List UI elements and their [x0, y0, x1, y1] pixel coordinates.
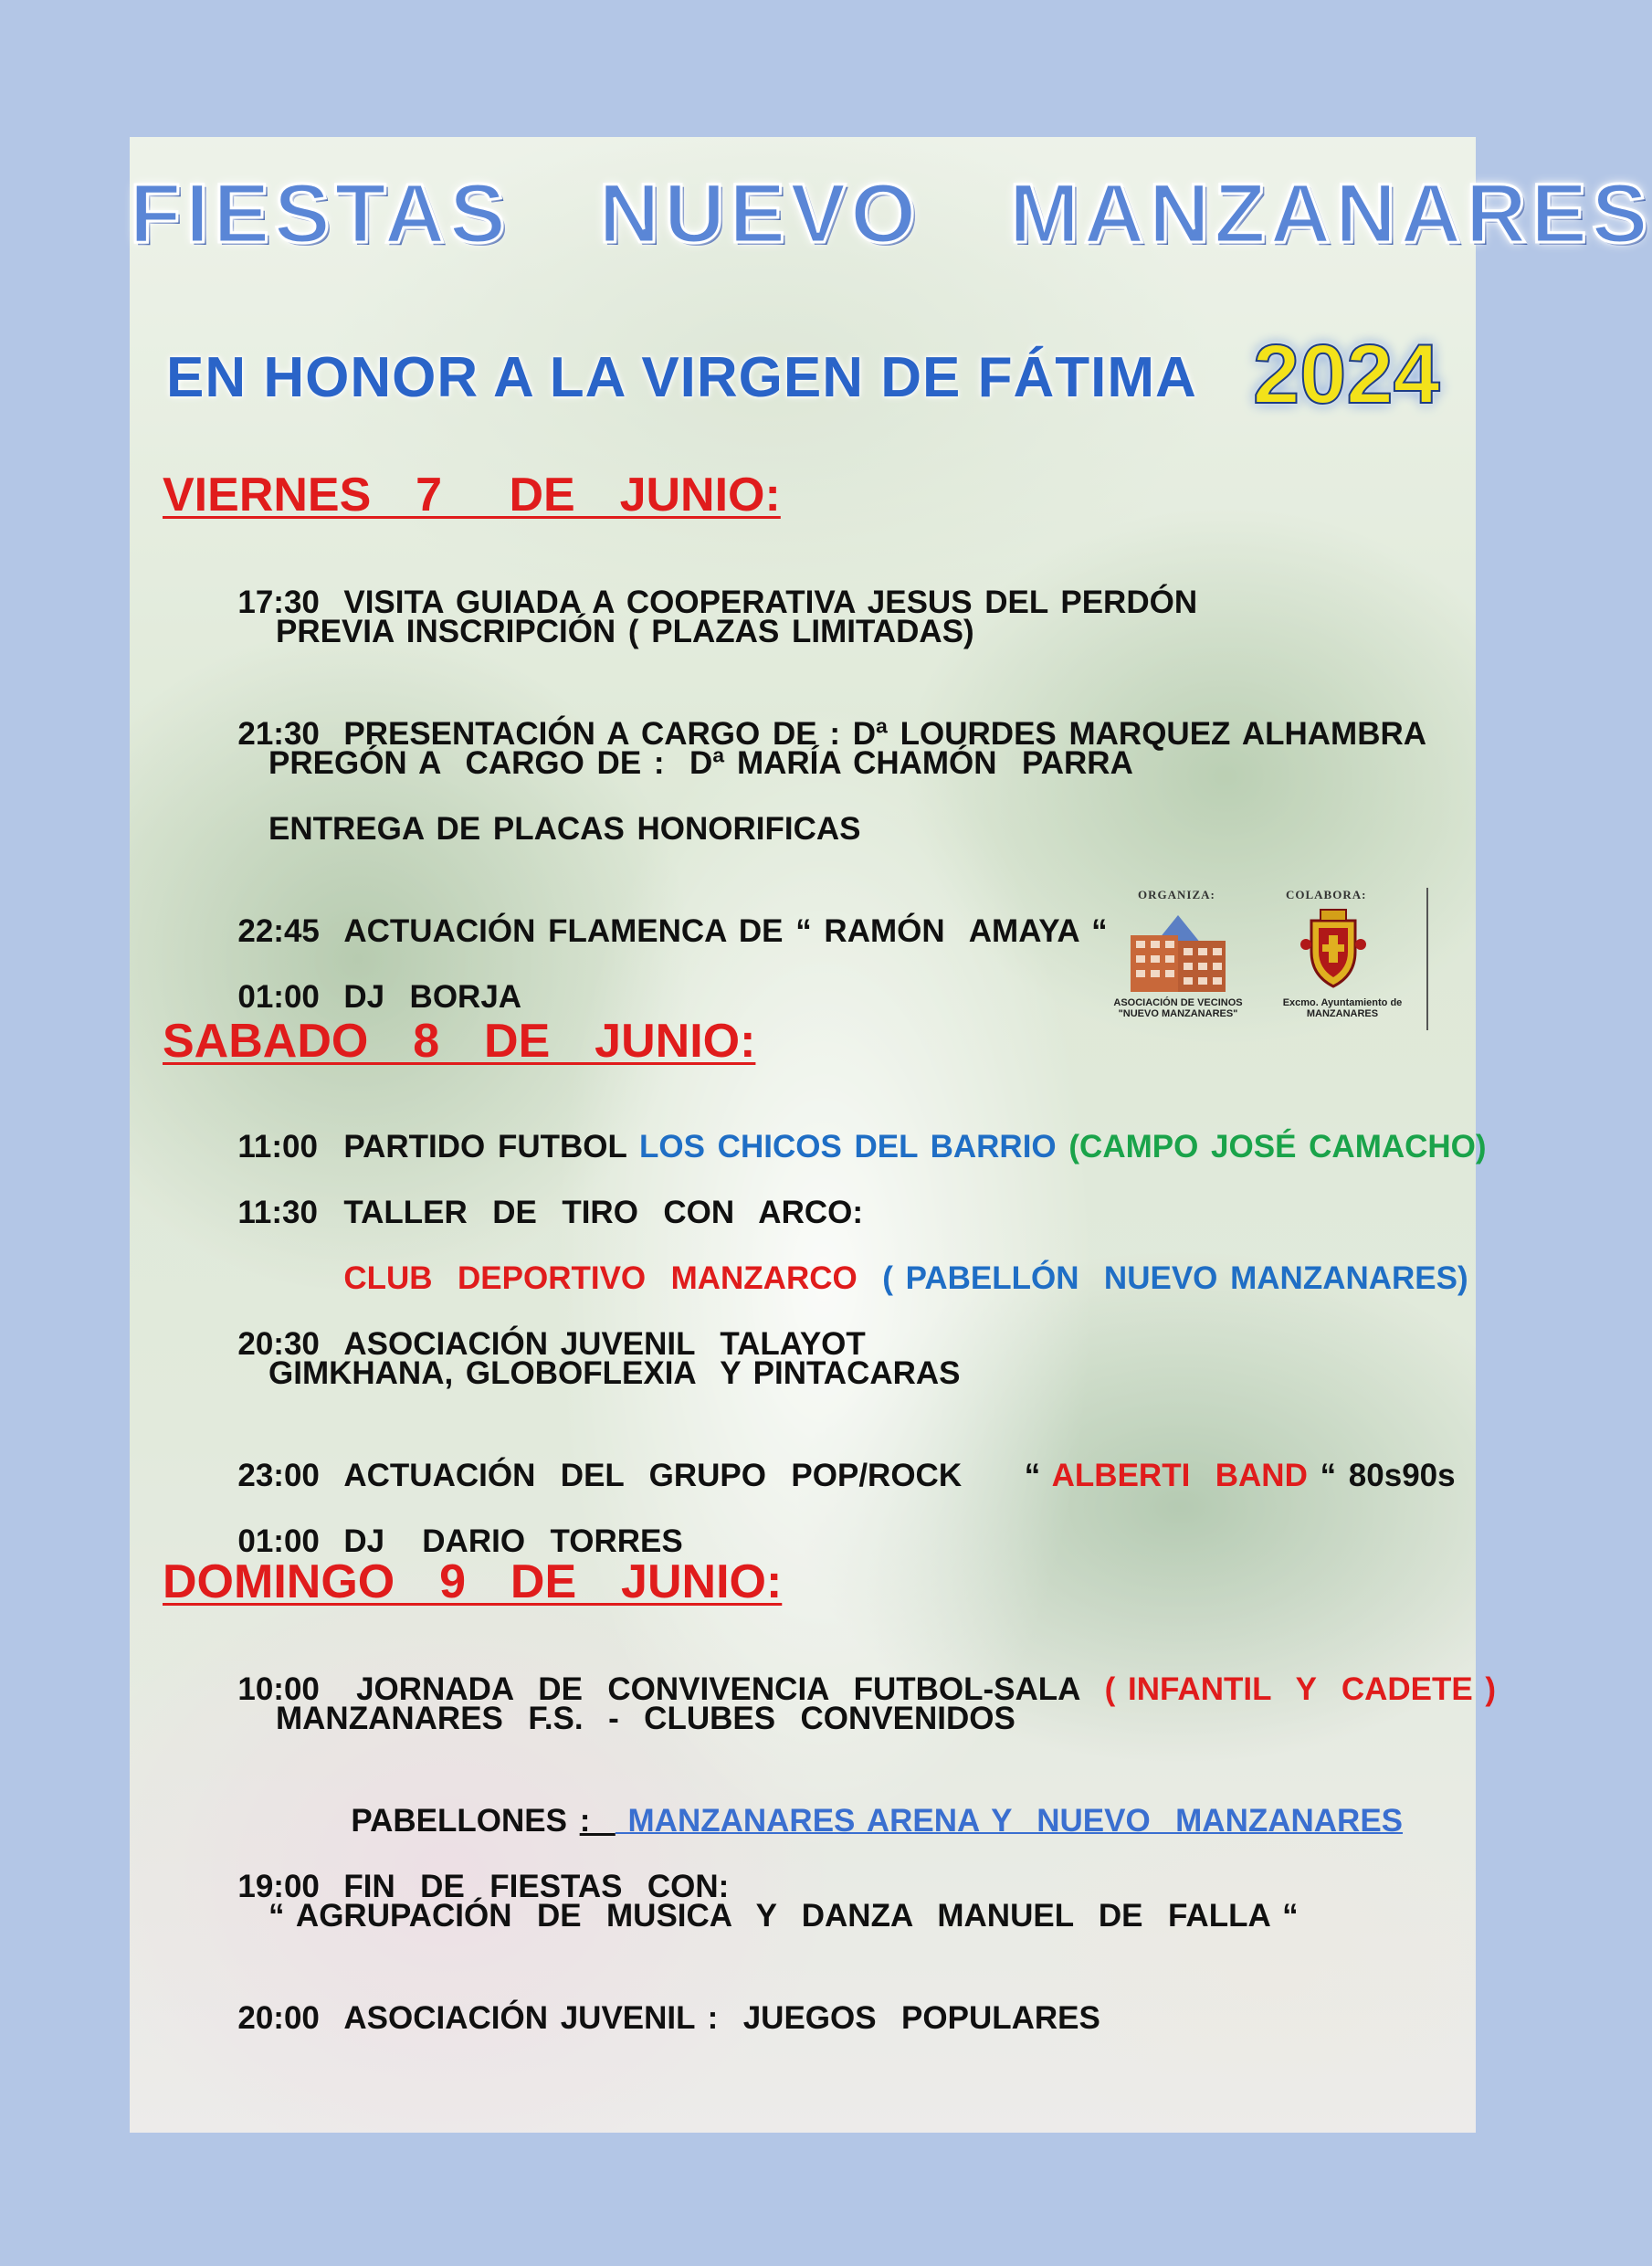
colabora-label: COLABORA: — [1286, 888, 1367, 901]
event-time: 20:30 — [237, 1326, 320, 1362]
poster — [130, 137, 1652, 2133]
poster-content — [130, 137, 1652, 2133]
event-viernes-1-detail: PREVIA INSCRIPCIÓN ( PLAZAS LIMITADAS) — [276, 614, 974, 649]
event-team: LOS CHICOS DEL BARRIO — [639, 1129, 1069, 1165]
event-text: DJ BORJA — [343, 979, 522, 1015]
page-title: FIESTAS NUEVO MANZANARES — [130, 167, 1652, 260]
day-heading-viernes: VIERNES 7 DE JUNIO: — [163, 469, 781, 522]
colabora-caption-1: Excmo. Ayuntamiento de — [1282, 997, 1403, 1008]
colabora-caption-2: MANZANARES — [1306, 1008, 1379, 1019]
event-venue: ( PABELLÓN NUEVO MANZANARES) — [869, 1260, 1468, 1296]
event-club: CLUB DEPORTIVO MANZARCO — [343, 1260, 870, 1296]
event-time: 17:30 — [237, 585, 320, 620]
day-heading-domingo: DOMINGO 9 DE JUNIO: — [163, 1555, 783, 1608]
event-time: 11:00 — [237, 1129, 318, 1165]
event-text: VISITA GUIADA A COOPERATIVA JESUS DEL PERDÓN — [343, 585, 1198, 620]
event-text-tail: “ 80s90s — [1307, 1458, 1456, 1493]
organiza-caption — [1105, 997, 1251, 1019]
event-time: 20:00 — [237, 2000, 320, 2036]
page-subtitle: EN HONOR A LA VIRGEN DE FÁTIMA — [166, 346, 1197, 409]
event-text: ACTUACIÓN FLAMENCA DE “ RAMÓN AMAYA “ — [343, 913, 1108, 949]
organiza-caption-1: ASOCIACIÓN DE VECINOS — [1113, 997, 1243, 1008]
logo-divider — [1426, 888, 1428, 1030]
event-text: FIN DE FIESTAS CON: — [343, 1869, 730, 1904]
sponsor-logos — [1105, 888, 1403, 1034]
colabora-caption — [1278, 997, 1406, 1019]
event-domingo-3 — [163, 1964, 1100, 2073]
event-viernes-2-detail-2: ENTREGA DE PLACAS HONORIFICAS — [268, 811, 861, 847]
event-colon: : — [579, 1803, 616, 1839]
event-sabado-3-detail: GIMKHANA, GLOBOFLEXIA Y PINTACARAS — [268, 1355, 961, 1391]
event-time: 10:00 — [237, 1671, 320, 1707]
event-time: 21:30 — [237, 716, 320, 752]
coat-of-arms-icon — [1299, 908, 1368, 990]
event-text: ASOCIACIÓN JUVENIL TALAYOT — [343, 1326, 866, 1362]
year-badge: 2024 — [1253, 328, 1440, 421]
event-time: 22:45 — [237, 913, 320, 949]
building-logo-icon — [1114, 908, 1242, 996]
event-time: 19:00 — [237, 1869, 320, 1904]
venues-link[interactable]: MANZANARES ARENA Y NUEVO MANZANARES — [615, 1803, 1404, 1839]
event-text: DJ DARIO TORRES — [343, 1523, 683, 1559]
event-time: 11:30 — [237, 1195, 318, 1230]
day-heading-sabado: SABADO 8 DE JUNIO: — [163, 1015, 756, 1068]
event-band: ALBERTI BAND — [1051, 1458, 1308, 1493]
event-text: JORNADA DE CONVIVENCIA FUTBOL-SALA — [343, 1671, 1105, 1707]
event-text: PARTIDO FUTBOL — [343, 1129, 639, 1165]
event-text: TALLER DE TIRO CON ARCO: — [343, 1195, 863, 1230]
event-domingo-1-detail: MANZANARES F.S. - CLUBES CONVENIDOS — [276, 1701, 1015, 1736]
event-text: ACTUACIÓN DEL GRUPO POP/ROCK “ — [343, 1458, 1052, 1493]
event-text: PABELLONES — [351, 1803, 580, 1839]
event-viernes-2-detail: PREGÓN A CARGO DE : Dª MARÍA CHAMÓN PARRA — [268, 745, 1133, 781]
event-text: PRESENTACIÓN A CARGO DE : Dª LOURDES MARQUEZ ALHAMBRA — [343, 716, 1427, 752]
event-venue: (CAMPO JOSÉ CAMACHO) — [1068, 1129, 1487, 1165]
event-time: 01:00 — [237, 979, 320, 1015]
event-domingo-2-detail: “ AGRUPACIÓN DE MUSICA Y DANZA MANUEL DE FALLA “ — [268, 1898, 1299, 1934]
event-categories: ( INFANTIL Y CADETE ) — [1104, 1671, 1497, 1707]
event-time: 01:00 — [237, 1523, 320, 1559]
organiza-label: ORGANIZA: — [1138, 888, 1215, 901]
event-text: ASOCIACIÓN JUVENIL : JUEGOS POPULARES — [343, 2000, 1100, 2036]
organiza-caption-2: "NUEVO MANZANARES" — [1118, 1008, 1238, 1019]
event-time: 23:00 — [237, 1458, 320, 1493]
